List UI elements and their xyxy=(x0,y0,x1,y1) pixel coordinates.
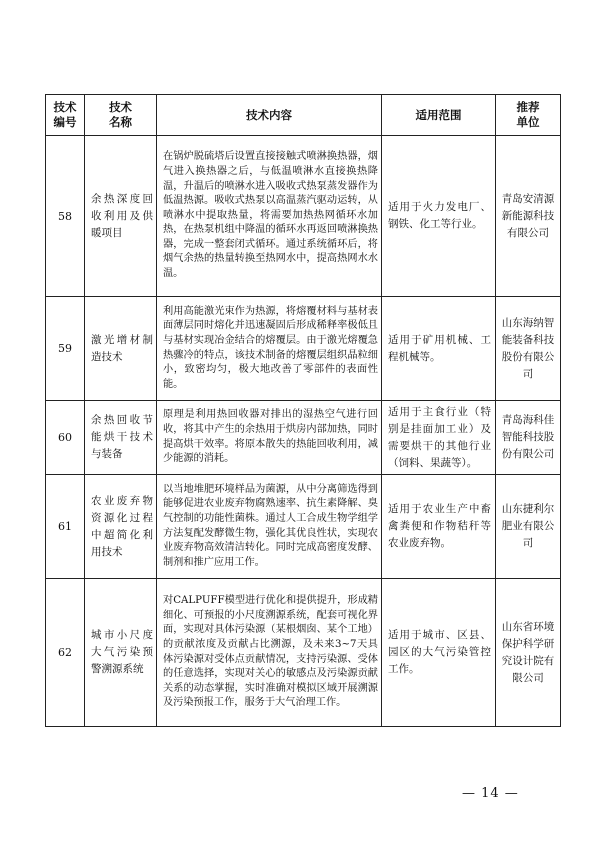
row-content: 以当地堆肥环境样品为菌源，从中分离筛选得到能够促进农业废弃物腐熟速率、抗生素降解、臭气控制的功能性菌株。通过人工合成生物学组学方法复配发酵微生物，强化其优良性状，实现农业废弃物高效清洁转化。同时完成高密度发酵、制剂和推广应用工作。 xyxy=(157,475,382,579)
row-id: 60 xyxy=(46,401,85,475)
row-content: 原理是利用热回收器对排出的湿热空气进行回收，将其中产生的余热用于烘房内部加热，同时提高烘干效率。将原本散失的热能回收利用，减少能源的消耗。 xyxy=(157,401,382,475)
header-id-line-2: 编号 xyxy=(53,115,77,129)
row-content: 在锅炉脱硫塔后设置直接接触式喷淋换热器，烟气进入换热器之后，与低温喷淋水直接换热降温，升温后的喷淋水进入吸收式热泵蒸发器作为低温热源。吸收式热泵以高温蒸汽驱动运转，从喷淋水中提取热量，将需要加热热网循环水加热，在热泵机组中降温的循环水再返回喷淋换热器，完成一整套闭式循环。通过系统循环后，将烟气余热的热量转换至热网水中，提高热网水水温。 xyxy=(157,136,382,297)
row-name: 余热回收节能烘干技术与装备 xyxy=(85,401,157,475)
table-header-row xyxy=(46,95,561,136)
row-name: 激光增材制造技术 xyxy=(85,297,157,401)
row-scope: 适用于矿用机械、工程机械等。 xyxy=(382,297,496,401)
header-content: 技术内容 xyxy=(157,95,382,136)
header-unit-line-1: 推荐 xyxy=(516,100,540,114)
row-content: 利用高能激光束作为热源，将熔覆材料与基材表面薄层同时熔化并迅速凝固后形成稀释率极低且与基材实现冶金结合的熔覆层。由于激光熔覆急热骤冷的特点，该技术制备的熔覆层组织晶粒细小，致密均匀，极大地改善了零部件的表面性能。 xyxy=(157,297,382,401)
row-unit: 山东省环境保护科学研究设计院有限公司 xyxy=(496,579,561,727)
row-unit: 山东海纳智能装备科技股份有限公司 xyxy=(496,297,561,401)
header-unit xyxy=(496,95,561,136)
table-row xyxy=(46,579,561,727)
row-name: 农业废弃物资源化过程中超简化利用技术 xyxy=(85,475,157,579)
row-unit: 山东捷利尔肥业有限公司 xyxy=(496,475,561,579)
header-name-line-2: 名称 xyxy=(109,115,132,129)
header-scope: 适用范围 xyxy=(382,95,496,136)
row-name: 城市小尺度大气污染预警溯源系统 xyxy=(85,579,157,727)
row-id: 61 xyxy=(46,475,85,579)
row-scope: 适用于农业生产中畜禽粪便和作物秸秆等农业废弃物。 xyxy=(382,475,496,579)
row-scope: 适用于城市、区县、园区的大气污染管控工作。 xyxy=(382,579,496,727)
row-scope: 适用于主食行业（特别是挂面加工业）及需要烘干的其他行业（饲料、果蔬等）。 xyxy=(382,401,496,475)
table-row xyxy=(46,401,561,475)
header-name-line-1: 技术 xyxy=(109,100,132,114)
row-name: 余热深度回收利用及供暖项目 xyxy=(85,136,157,297)
table-row xyxy=(46,136,561,297)
header-id-line-1: 技术 xyxy=(53,100,77,114)
header-name xyxy=(85,95,157,136)
table-row xyxy=(46,297,561,401)
row-unit: 青岛安清源新能源科技有限公司 xyxy=(496,136,561,297)
row-id: 62 xyxy=(46,579,85,727)
row-content: 对CALPUFF模型进行优化和提供提升，形成精细化、可预报的小尺度溯源系统，配套可视化界面，实现对具体污染源（某根烟囱、某个工地）的贡献浓度及贡献占比溯源，及未来3~7天具体污染源对受体点贡献情况，支持污染源、受体的任意选择，实现对关心的敏感点及污染源贡献关系的动态掌握，实时准确对模拟区域开展溯源及污染预报工作，服务于大气治理工作。 xyxy=(157,579,382,727)
page-number: — 14 — xyxy=(462,786,519,801)
table-row xyxy=(46,475,561,579)
row-id: 58 xyxy=(46,136,85,297)
header-id xyxy=(46,95,85,136)
technology-table xyxy=(45,94,561,727)
row-id: 59 xyxy=(46,297,85,401)
row-unit: 青岛海科佳智能科技股份有限公司 xyxy=(496,401,561,475)
row-scope: 适用于火力发电厂、钢铁、化工等行业。 xyxy=(382,136,496,297)
header-unit-line-2: 单位 xyxy=(516,115,540,129)
